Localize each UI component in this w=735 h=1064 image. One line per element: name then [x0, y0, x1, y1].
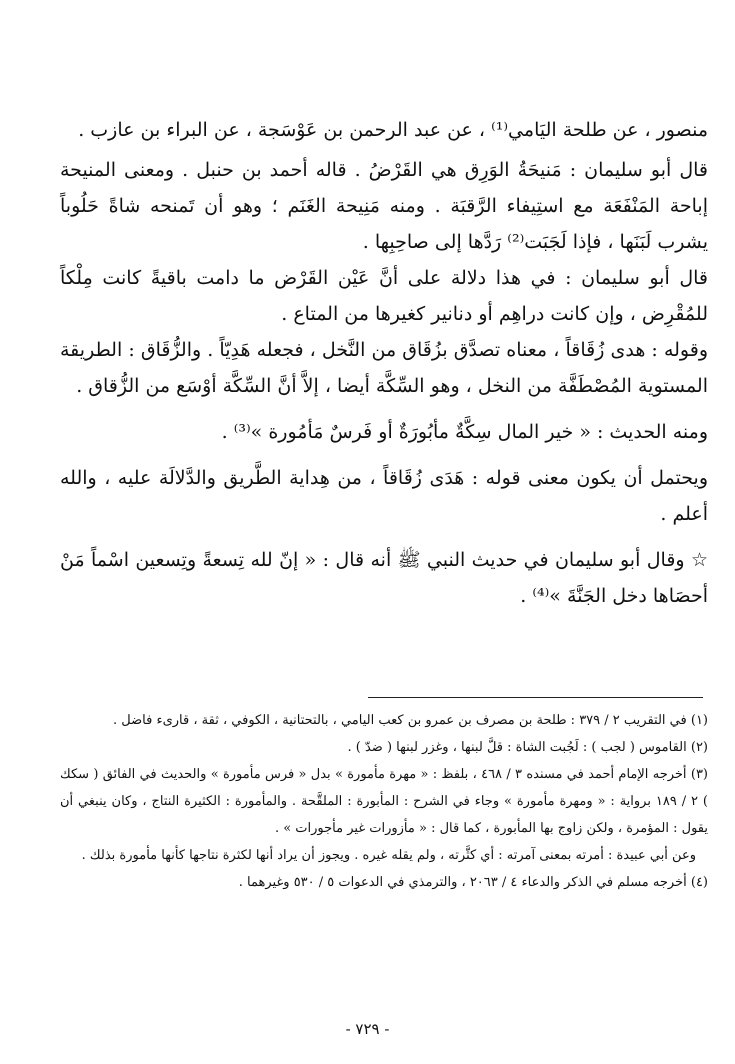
paragraph-5: ومنه الحديث : « خير المال سِكَّةٌ مأبُورَةٌ أو فَرسٌ مَأمُورة »⁽³⁾ .: [221, 421, 708, 443]
page-number: - ٧٢٩ -: [345, 1020, 390, 1038]
paragraph-2: قال أبو سليمان : مَنيحَةُ الوَرِق هي القَرْضُ . قاله أحمد بن حنبل . ومعنى المنيحة إباحة المَنْفَعَة مع استِيفاء الرَّقبَة . ومنه مَنِيحة الغَنَم ؛ وهو أن تَمنحه شاةً حَلُوباً يشرب لَبَنَها ، فإذا لَجَبَت⁽²⁾ رَدَّها إلى صاحِبِها .: [60, 159, 708, 253]
footnotes: [60, 707, 708, 896]
footnote-4: (٤) أخرجه مسلم في الذكر والدعاء ٤ / ٢٠٦٣ ، والترمذي في الدعوات ٥ / ٥٣٠ وغيرهما .: [238, 875, 708, 890]
footnote-3: (٣) أخرجه الإمام أحمد في مسنده ٣ / ٤٦٨ ، بلفظ : « مهرة مأمورة » بدل « فرس مأمورة » والحديث في الفائق ( سكك ) ٢ / ١٨٩ برواية : « ومهرة مأمورة » وجاء في الشرح : المأبورة : الملقَّحة . والمأمورة : الكثيرة النتاج ، وكان ينبغي أن يقول : المؤمرة ، ولكن زاوج بها المأبورة ، كما قال : « مأزورات غير مأجورات » .: [60, 767, 708, 836]
paragraph-7: ☆ وقال أبو سليمان في حديث النبي ﷺ أنه قال : « إنّ لله تِسعةً وتِسعين اسْماً مَنْ أحصَاها دخل الجَنَّةَ »⁽⁴⁾ .: [60, 549, 708, 607]
footnote-1: (١) في التقريب ٢ / ٣٧٩ : طلحة بن مصرف بن عمرو بن كعب اليامي ، بالتحتانية ، الكوفي ، ثقة ، قارىء فاضل .: [113, 713, 708, 728]
paragraph-4: وقوله : هدى زُقَاقاً ، معناه تصدَّق بزُقَاق من النَّخل ، فجعله هَدِيّاً . والزُّقَاق : الطريقة المستوية المُصْطَفَّة من النخل ، وهو السِّكَّة أيضا ، إلاَّ أنَّ السِّكَّة أوْسَع من الزُّقاق .: [60, 339, 708, 397]
paragraph-3: قال أبو سليمان : في هذا دلالة على أنَّ عَيْن القَرْض ما دامت باقيةً كانت مِلْكاً للمُقْرِض ، وإن كانت دراهِم أو دنانير كغيرها من المتاع .: [60, 267, 708, 325]
footnote-3-continuation: وعن أبي عبيدة : أمرته بمعنى آمرته : أي كثَّرته ، ولم يقله غيره . ويجوز أن يراد أنها لكثرة نتاجها كأنها مأمورة بذلك .: [81, 848, 696, 863]
paragraph-6: ويحتمل أن يكون معنى قوله : هَدَى زُقَاقاً ، من هِداية الطَّريق والدَّلالَة عليه ، والله أعلم .: [60, 467, 708, 525]
footnote-2: (٢) القاموس ( لجب ) : لَجُبت الشاة : قلَّ لبنها ، وغزر لبنها ( ضدّ ) .: [347, 740, 708, 755]
paragraph-1: منصور ، عن طلحة اليَامي⁽¹⁾ ، عن عبد الرحمن بن عَوْسَجة ، عن البراء بن عازب .: [78, 119, 708, 141]
footnote-divider: [368, 697, 703, 698]
main-text: [60, 112, 708, 614]
